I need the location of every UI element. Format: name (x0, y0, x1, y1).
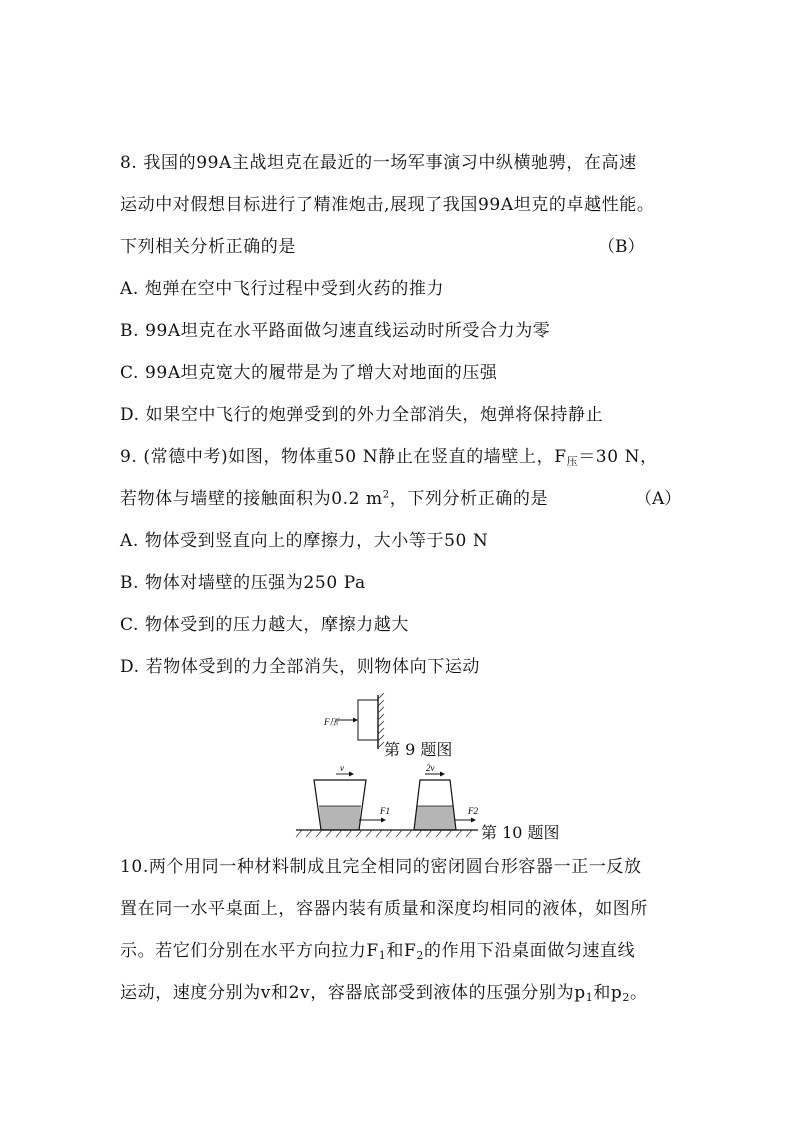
q10-left-force-arrowhead (381, 818, 386, 823)
q10-table-hatching (296, 830, 472, 837)
q10-p2-subscript: 2 (622, 991, 631, 1004)
q10-left-velocity-arrowhead (349, 772, 354, 777)
q10-line-3-tail: 的作用下沿桌面做匀速直线 (424, 941, 636, 961)
q10-p1-subscript: 1 (585, 991, 594, 1004)
q8-option-d: D. 如果空中飞行的炮弹受到的外力全部消失，炮弹将保持静止 (120, 405, 604, 425)
q10-right-force-arrowhead (471, 818, 476, 823)
q10-line-3-mid: 和F (386, 941, 417, 961)
q10-velocity2-label: 2v (426, 763, 435, 773)
q9-line-1-tail: ＝30 N， (578, 447, 658, 467)
q9-line-2-tail: ，下列分析正确的是 (389, 489, 549, 509)
q8-option-b: B. 99A坦克在水平路面做匀速直线运动时所受合力为零 (120, 321, 551, 341)
q9-block (358, 700, 378, 740)
q8-answer: （B） (598, 237, 645, 257)
q10-velocity-label: v (340, 763, 344, 773)
q9-option-b: B. 物体对墙壁的压强为250 Pa (120, 573, 366, 593)
q10-line-2: 置在同一水平桌面上，容器内装有质量和深度均相同的液体，如图所 (120, 899, 648, 919)
q10-line-4-text: 运动，速度分别为v和2v，容器底部受到液体的压强分别为p (120, 983, 586, 1003)
q8-line-2: 运动中对假想目标进行了精准炮击,展现了我国99A坦克的卓越性能。 (120, 195, 655, 215)
q10-force1-label: F1 (380, 806, 390, 816)
q8-line-3: 下列相关分析正确的是 (120, 237, 296, 257)
q10-line-3 (120, 936, 635, 962)
q10-force2-label: F2 (468, 806, 478, 816)
q9-line-2 (120, 484, 548, 509)
q9-line-2-text: 若物体与墙壁的接触面积为0.2 m (120, 489, 383, 509)
q10-figure-caption: 第 10 题图 (481, 823, 560, 842)
q9-answer: （A） (635, 489, 682, 509)
q9-line-1-text: 9. (常德中考)如图，物体重50 N静止在竖直的墙壁上，F (120, 447, 567, 467)
q8-option-c: C. 99A坦克宽大的履带是为了增大对地面的压强 (120, 363, 498, 383)
q10-figure (292, 760, 482, 840)
q8-line-1: 8. 我国的99A主战坦克在最近的一场军事演习中纵横驰骋，在高速 (120, 153, 637, 173)
q10-f2-subscript: 2 (416, 949, 425, 962)
q9-area-superscript: 2 (382, 489, 390, 501)
q10-left-liquid (319, 806, 361, 830)
q9-figure-caption: 第 9 题图 (384, 740, 453, 759)
q9-option-c: C. 物体受到的压力越大，摩擦力越大 (120, 615, 410, 635)
q9-force-subscript: 压 (566, 455, 579, 468)
q10-right-velocity-arrowhead (440, 772, 445, 777)
q10-line-1: 10.两个用同一种材料制成且完全相同的密闭圆台形容器一正一反放 (120, 857, 642, 877)
q9-option-a: A. 物体受到竖直向上的摩擦力，大小等于50 N (120, 531, 489, 551)
q10-line-4-tail: 。 (630, 983, 648, 1003)
q9-force-arrowhead (353, 718, 358, 723)
q10-line-4 (120, 978, 648, 1004)
q9-force-label: F压 (324, 717, 339, 727)
q10-line-3-text: 示。若它们分别在水平方向拉力F (120, 941, 379, 961)
q10-line-4-mid: 和p (593, 983, 623, 1003)
q9-line-1 (120, 442, 658, 469)
q10-right-liquid (414, 806, 456, 830)
q8-option-a: A. 炮弹在空中飞行过程中受到火药的推力 (120, 279, 445, 299)
q10-f1-subscript: 1 (378, 949, 387, 962)
q9-option-d: D. 若物体受到的力全部消失，则物体向下运动 (120, 657, 481, 677)
